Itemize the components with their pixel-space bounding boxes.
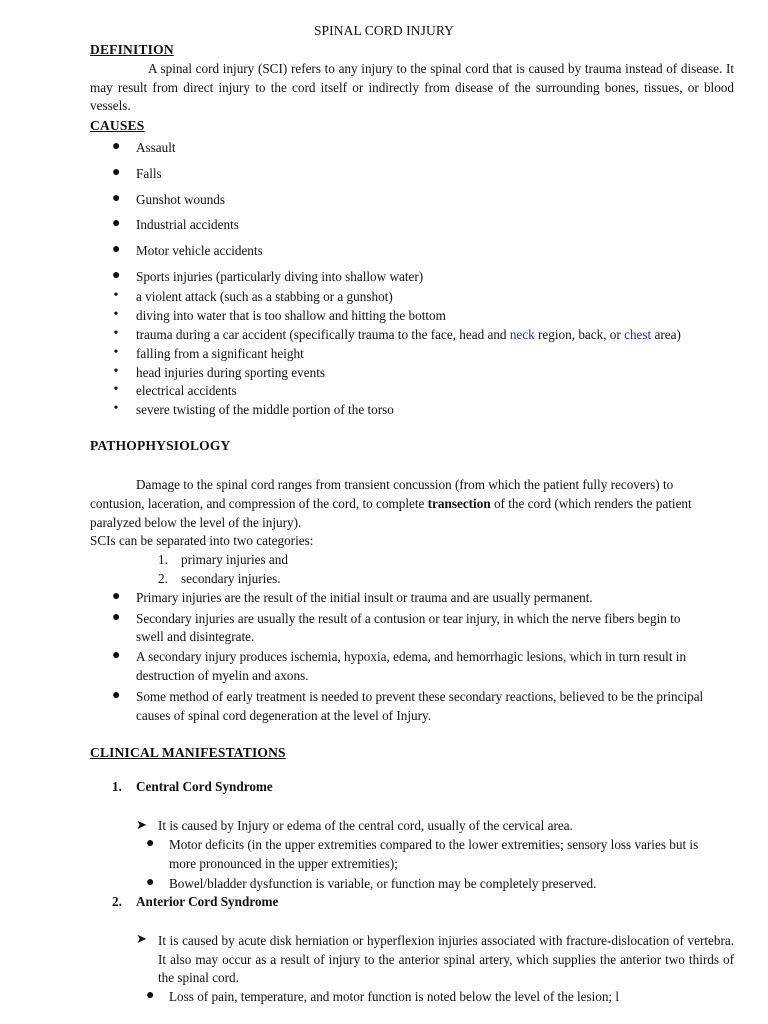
clinical-heading-text: CLINICAL MANIFESTATIONS — [90, 745, 286, 760]
patho-bullet-item: Secondary injuries are usually the result of a contusion or tear injury, in which the nerve fibers begin to — [136, 611, 681, 626]
bullet-icon: ● — [112, 268, 121, 283]
definition-heading-text: DEFINITION — [90, 42, 174, 57]
central-cord-bullet-cont: more pronounced in the upper extremities); — [169, 856, 398, 871]
patho-line-2-after: of the cord (which renders the patient — [490, 496, 692, 511]
bullet-icon: ● — [112, 610, 121, 625]
patho-bullet-item: Some method of early treatment is needed to prevent these secondary reactions, believed to be the principal — [136, 689, 704, 704]
bullet-icon: ● — [112, 688, 121, 703]
numbered-marker: 1. — [158, 552, 168, 567]
bullet-icon: • — [113, 307, 119, 322]
list-item: Industrial accidents — [136, 217, 239, 232]
list-item: Sports injuries (particularly diving into shallow water) — [136, 269, 424, 284]
trauma-text-middle: region, back, or — [534, 327, 625, 342]
bullet-icon: ● — [112, 648, 121, 663]
bullet-icon: ● — [112, 242, 121, 257]
central-cord-cause: It is caused by Injury or edema of the central cord, usually of the cervical area. — [158, 818, 573, 833]
bullet-icon: ● — [146, 988, 155, 1003]
patho-line-3: paralyzed below the level of the injury). — [90, 515, 302, 530]
central-cord-bullet: Motor deficits (in the upper extremities compared to the lower extremities; sensory loss varies but is — [169, 837, 699, 852]
numbered-item: secondary injuries. — [181, 571, 281, 586]
bullet-icon: • — [113, 382, 119, 397]
patho-line-1: Damage to the spinal cord ranges from transient concussion (from which the patient fully recovers) to — [136, 477, 674, 492]
numbered-marker: 2. — [158, 571, 168, 586]
bullet-icon: • — [113, 364, 119, 379]
section-number: 1. — [112, 779, 122, 794]
arrowhead-bullet-icon: ➤ — [136, 931, 147, 946]
patho-bullet-item: Primary injuries are the result of the initial insult or trauma and are usually permanent. — [136, 590, 593, 605]
bullet-icon: • — [113, 401, 119, 416]
patho-line-4: SCIs can be separated into two categories: — [90, 533, 314, 548]
list-item: head injuries during sporting events — [136, 365, 325, 380]
central-cord-bullet: Bowel/bladder dysfunction is variable, or function may be completely preserved. — [169, 876, 597, 891]
patho-bullet-item-cont: destruction of myelin and axons. — [136, 668, 309, 683]
chest-link[interactable]: chest — [624, 327, 652, 342]
trauma-text-after: area) — [651, 327, 681, 342]
patho-bullet-item: A secondary injury produces ischemia, hypoxia, edema, and hemorrhagic lesions, which in turn result in — [136, 649, 687, 664]
section-number: 2. — [112, 894, 122, 909]
list-item: falling from a significant height — [136, 346, 304, 361]
bullet-icon: ● — [112, 165, 121, 180]
numbered-item: primary injuries and — [181, 552, 288, 567]
anterior-cord-bullet: Loss of pain, temperature, and motor function is noted below the level of the lesion; l — [169, 989, 620, 1004]
causes-heading-text: CAUSES — [90, 118, 145, 133]
bullet-icon: • — [113, 288, 119, 303]
neck-link[interactable]: neck — [509, 327, 535, 342]
bullet-icon: ● — [146, 875, 155, 890]
arrowhead-bullet-icon: ➤ — [136, 817, 147, 832]
list-item: a violent attack (such as a stabbing or a gunshot) — [136, 289, 393, 304]
list-item: severe twisting of the middle portion of the torso — [136, 402, 394, 417]
causes-heading — [90, 118, 144, 134]
pathophysiology-heading: PATHOPHYSIOLOGY — [90, 438, 231, 453]
list-item: Motor vehicle accidents — [136, 243, 263, 258]
trauma-text-before: trauma during a car accident (specifically trauma to the face, head and — [136, 327, 510, 342]
list-item: Assault — [136, 140, 176, 155]
list-item: electrical accidents — [136, 383, 237, 398]
transection-term: transection — [427, 496, 491, 511]
patho-line-2-before: contusion, laceration, and compression of the cord, to complete — [90, 496, 428, 511]
bullet-icon: ● — [146, 836, 155, 851]
list-item: Gunshot wounds — [136, 192, 226, 207]
patho-bullet-item-cont: swell and disintegrate. — [136, 629, 255, 644]
document-title: SPINAL CORD INJURY — [313, 23, 455, 38]
anterior-cord-syndrome-title: Anterior Cord Syndrome — [136, 894, 279, 909]
bullet-icon: • — [113, 345, 119, 360]
bullet-icon: ● — [112, 589, 121, 604]
bullet-icon: ● — [112, 216, 121, 231]
bullet-icon: ● — [112, 191, 121, 206]
anterior-cord-cause: It is caused by acute disk herniation or hyperflexion injuries associated with fracture-dislocation of vertebra. It also may occur as a result of injury to the anterior spinal artery, which supplies the anterior two thirds of the spinal cord. — [158, 933, 734, 986]
central-cord-syndrome-title: Central Cord Syndrome — [136, 779, 273, 794]
patho-line-2 — [90, 496, 692, 512]
bullet-icon: • — [113, 326, 119, 341]
list-item: Falls — [136, 166, 162, 181]
list-item: diving into water that is too shallow and hitting the bottom — [136, 308, 446, 323]
definition-paragraph — [90, 60, 734, 116]
definition-heading — [90, 42, 174, 58]
clinical-heading — [90, 745, 286, 761]
bullet-icon: ● — [112, 139, 121, 154]
list-item-trauma — [136, 327, 681, 343]
patho-bullet-item-cont: causes of spinal cord degeneration at the level of Injury. — [136, 708, 432, 723]
definition-text: A spinal cord injury (SCI) refers to any injury to the spinal cord that is caused by trauma instead of disease. It may result from direct injury to the cord itself or indirectly from disease of the surrounding bones, tissues, or blood vessels. — [90, 61, 734, 114]
